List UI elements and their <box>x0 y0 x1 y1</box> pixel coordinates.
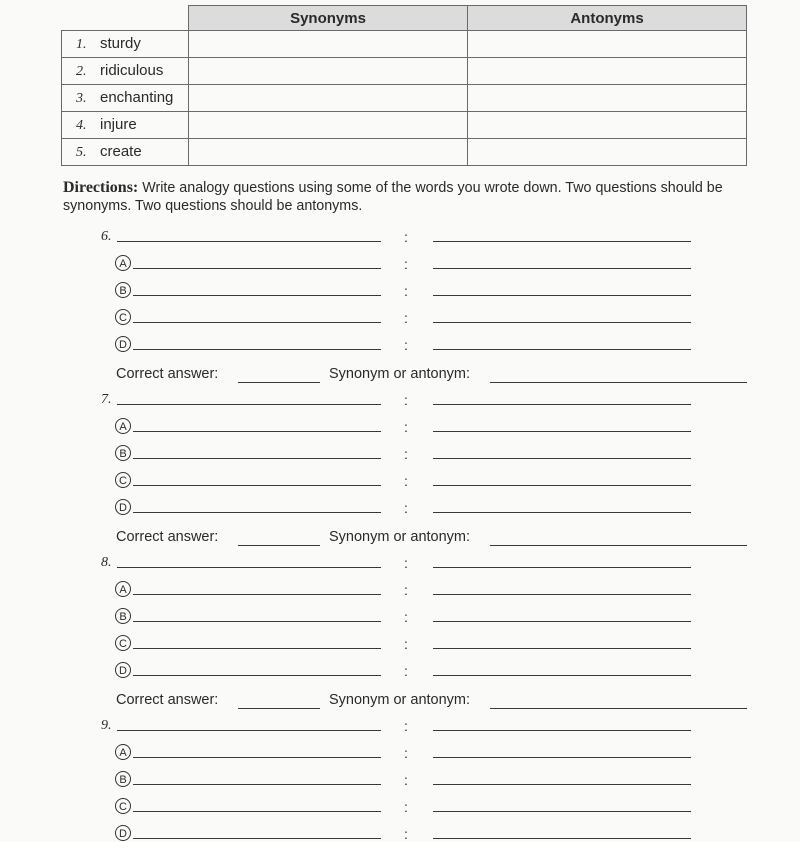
option-blank-left[interactable] <box>133 757 381 758</box>
word-table <box>61 5 747 166</box>
option-d-icon: D <box>115 662 131 678</box>
analogy-colon: : <box>404 609 408 625</box>
directions-label: Directions: <box>63 179 139 196</box>
option-c-icon: C <box>115 635 131 651</box>
question-number: 6. <box>101 229 112 244</box>
option-blank-right[interactable] <box>433 485 691 486</box>
option-d-icon: D <box>115 825 131 841</box>
correct-answer-blank[interactable] <box>238 382 320 383</box>
analogy-colon: : <box>404 256 408 272</box>
table-row <box>62 112 747 139</box>
option-b-icon: B <box>115 608 131 624</box>
vocab-word: injure <box>100 116 137 133</box>
option-blank-left[interactable] <box>133 268 381 269</box>
option-blank-left[interactable] <box>133 431 381 432</box>
option-d-icon: D <box>115 499 131 515</box>
question-number: 8. <box>101 555 112 570</box>
table-row <box>62 139 747 166</box>
question-number: 7. <box>101 392 112 407</box>
antonym-cell[interactable] <box>468 112 747 139</box>
analogy-colon: : <box>404 229 408 245</box>
directions-text: Write analogy questions using some of the words you wrote down. Two questions should be synonyms. Two questions should be antonyms. <box>63 180 723 214</box>
option-blank-right[interactable] <box>433 268 691 269</box>
stem-blank-left[interactable] <box>117 241 381 242</box>
option-blank-left[interactable] <box>133 675 381 676</box>
synonym-or-antonym-label: Synonym or antonym: <box>329 692 471 708</box>
synonym-cell[interactable] <box>189 85 468 112</box>
analogy-colon: : <box>404 799 408 815</box>
antonym-cell[interactable] <box>468 31 747 58</box>
option-blank-right[interactable] <box>433 838 691 839</box>
correct-answer-blank[interactable] <box>238 545 320 546</box>
synonym-or-antonym-label: Synonym or antonym: <box>329 366 471 382</box>
question-number: 9. <box>101 718 112 733</box>
option-c-icon: C <box>115 472 131 488</box>
option-a-icon: A <box>115 418 131 434</box>
stem-blank-right[interactable] <box>433 730 691 731</box>
option-blank-left[interactable] <box>133 621 381 622</box>
option-blank-right[interactable] <box>433 784 691 785</box>
analogy-colon: : <box>404 772 408 788</box>
antonyms-header: Antonyms <box>468 6 747 31</box>
synonym-or-antonym-blank[interactable] <box>490 382 747 383</box>
stem-blank-right[interactable] <box>433 567 691 568</box>
option-blank-right[interactable] <box>433 431 691 432</box>
option-blank-left[interactable] <box>133 784 381 785</box>
option-blank-left[interactable] <box>133 485 381 486</box>
correct-answer-label: Correct answer: <box>116 366 219 382</box>
analogy-colon: : <box>404 473 408 489</box>
option-c-icon: C <box>115 798 131 814</box>
synonym-cell[interactable] <box>189 58 468 85</box>
option-blank-left[interactable] <box>133 295 381 296</box>
synonyms-header: Synonyms <box>189 6 468 31</box>
option-blank-right[interactable] <box>433 458 691 459</box>
word-cell <box>62 58 189 85</box>
option-blank-right[interactable] <box>433 594 691 595</box>
table-row <box>62 31 747 58</box>
table-row <box>62 58 747 85</box>
option-blank-right[interactable] <box>433 295 691 296</box>
table-corner-cell <box>62 6 189 31</box>
antonym-cell[interactable] <box>468 85 747 112</box>
analogy-colon: : <box>404 500 408 516</box>
analogy-colon: : <box>404 337 408 353</box>
antonym-cell[interactable] <box>468 58 747 85</box>
stem-blank-right[interactable] <box>433 404 691 405</box>
option-blank-right[interactable] <box>433 349 691 350</box>
analogy-colon: : <box>404 636 408 652</box>
synonym-or-antonym-label: Synonym or antonym: <box>329 529 471 545</box>
synonym-or-antonym-blank[interactable] <box>490 545 747 546</box>
stem-blank-left[interactable] <box>117 404 381 405</box>
row-number: 5. <box>76 145 87 160</box>
vocab-word: create <box>100 143 142 160</box>
analogy-colon: : <box>404 392 408 408</box>
synonym-or-antonym-blank[interactable] <box>490 708 747 709</box>
analogy-colon: : <box>404 555 408 571</box>
row-number: 3. <box>76 91 87 106</box>
option-blank-left[interactable] <box>133 512 381 513</box>
option-blank-right[interactable] <box>433 757 691 758</box>
antonym-cell[interactable] <box>468 139 747 166</box>
analogy-colon: : <box>404 718 408 734</box>
analogy-colon: : <box>404 826 408 842</box>
word-cell <box>62 85 189 112</box>
analogy-colon: : <box>404 582 408 598</box>
table-header-row <box>62 6 747 31</box>
analogy-colon: : <box>404 419 408 435</box>
option-a-icon: A <box>115 581 131 597</box>
vocab-word: sturdy <box>100 35 141 52</box>
option-b-icon: B <box>115 282 131 298</box>
correct-answer-label: Correct answer: <box>116 692 219 708</box>
option-blank-right[interactable] <box>433 648 691 649</box>
option-blank-left[interactable] <box>133 648 381 649</box>
stem-blank-left[interactable] <box>117 567 381 568</box>
option-c-icon: C <box>115 309 131 325</box>
correct-answer-blank[interactable] <box>238 708 320 709</box>
directions <box>63 179 763 215</box>
synonym-cell[interactable] <box>189 112 468 139</box>
analogy-colon: : <box>404 446 408 462</box>
correct-answer-label: Correct answer: <box>116 529 219 545</box>
option-b-icon: B <box>115 771 131 787</box>
synonym-cell[interactable] <box>189 139 468 166</box>
analogy-colon: : <box>404 745 408 761</box>
word-cell <box>62 112 189 139</box>
analogy-colon: : <box>404 283 408 299</box>
option-blank-left[interactable] <box>133 322 381 323</box>
analogy-colon: : <box>404 663 408 679</box>
option-blank-left[interactable] <box>133 838 381 839</box>
synonym-cell[interactable] <box>189 31 468 58</box>
option-blank-right[interactable] <box>433 621 691 622</box>
option-blank-left[interactable] <box>133 594 381 595</box>
analogy-colon: : <box>404 310 408 326</box>
stem-blank-right[interactable] <box>433 241 691 242</box>
table-row <box>62 85 747 112</box>
option-blank-right[interactable] <box>433 811 691 812</box>
option-b-icon: B <box>115 445 131 461</box>
row-number: 4. <box>76 118 87 133</box>
option-d-icon: D <box>115 336 131 352</box>
row-number: 2. <box>76 64 87 79</box>
option-blank-left[interactable] <box>133 349 381 350</box>
word-cell <box>62 31 189 58</box>
option-blank-right[interactable] <box>433 512 691 513</box>
stem-blank-left[interactable] <box>117 730 381 731</box>
option-blank-left[interactable] <box>133 458 381 459</box>
option-blank-right[interactable] <box>433 675 691 676</box>
option-a-icon: A <box>115 255 131 271</box>
vocab-word: ridiculous <box>100 62 164 79</box>
word-cell <box>62 139 189 166</box>
option-blank-right[interactable] <box>433 322 691 323</box>
row-number: 1. <box>76 37 87 52</box>
option-blank-left[interactable] <box>133 811 381 812</box>
option-a-icon: A <box>115 744 131 760</box>
vocab-word: enchanting <box>100 89 174 106</box>
